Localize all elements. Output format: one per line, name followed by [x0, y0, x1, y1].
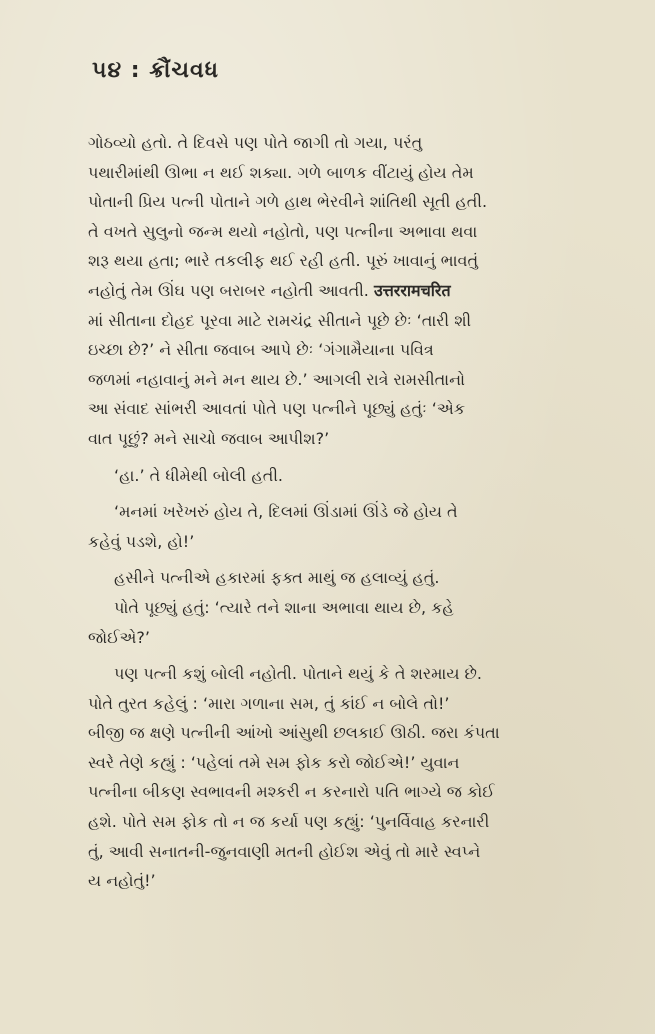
- text-line: હશે. પોતે સમ ફોક તો ન જ કર્યા પણ કહ્યું: ‘પુનર્વિવાહ કરનારી: [88, 812, 490, 832]
- text-line: પોતે તુરત કહેલું : ‘મારા ગળાના સમ, તું કાંઈ ન બોલે તો!’: [88, 693, 450, 713]
- text-line: શરૂ થયા હતા; ભારે તકલીફ થઈ રહી હતી. પૂરું ખાવાનું ભાવતું: [88, 251, 479, 271]
- text-line: ય નહોતું!’: [88, 871, 156, 891]
- text-line: ‘હા.’ તે ધીમેથી બોલી હતી.: [114, 465, 283, 485]
- text-line: ગોઠવ્યો હતો. તે દિવસે પણ પોતે જાગી તો ગયા, પરંતુ: [88, 133, 423, 152]
- text-line: તે વખતે સુલુનો જન્મ થયો નહોતો, પણ પત્નીના અભાવા થવા: [88, 221, 478, 241]
- text-line: જળમાં નહાવાનું મને મન થાય છે.’ આગલી રાત્રે રામસીતાનો: [88, 369, 466, 389]
- text-line: પત્નીના બીકણ સ્વભાવની મશ્કરી ન કરનારો પતિ ભાગ્યે જ કોઈ: [88, 782, 495, 802]
- book-title-highlight: उत्तररामचरित: [373, 280, 451, 300]
- text-line: કહેવું પડશે, હો!’: [88, 531, 195, 551]
- running-head: ૫૪ : ક્રૌંચવધ: [92, 58, 219, 83]
- text-line: ઇચ્છા છે?’ ને સીતા જવાબ આપે છેઃ ‘ગંગામૈયાના પવિત્ર: [88, 340, 434, 360]
- text-line: પણ પત્ની કશું બોલી નહોતી. પોતાને થયું કે તે શરમાય છે.: [114, 664, 482, 684]
- text-line: તું, આવી સનાતની-જુનવાણી મતની હોઈશ એવું તો મારે સ્વપ્ને: [88, 841, 481, 861]
- text-line: માં સીતાના દોહદ પૂરવા માટે રામચંદ્ર સીતાને પૂછે છેઃ ‘તારી શી: [88, 310, 472, 330]
- text-line: સ્વરે તેણે કહ્યું : ‘પહેલાં તમે સમ ફોક કરો જોઈએ!’ યુવાન: [88, 752, 460, 772]
- text-line: હસીને પત્નીએ હકારમાં ફક્ત માથું જ હલાવ્યું હતું.: [114, 568, 440, 588]
- text-line: વાત પૂછું? મને સાચો જવાબ આપીશ?’: [88, 428, 330, 448]
- text-line: [88, 276, 588, 306]
- text-line-segment: નહોતું તેમ ઊંઘ પણ બરાબર નહોતી આવતી.: [88, 280, 369, 300]
- text-line: બીજી જ ક્ષણે પત્નીની આંખો આંસુથી છલકાઈ ઊઠી. જરા કંપતા: [88, 723, 500, 743]
- body-text: [88, 128, 588, 896]
- text-line: પથારીમાંથી ઊભા ન થઈ શક્યા. ગળે બાળક વીંટાયું હોય તેમ: [88, 162, 474, 182]
- text-line: આ સંવાદ સાંભરી આવતાં પોતે પણ પત્નીને પૂછ્યું હતુંઃ ‘એક: [88, 399, 466, 419]
- text-line: જોઈએ?’: [88, 627, 150, 647]
- text-line: ‘મનમાં ખરેખરું હોય તે, દિલમાં ઊંડામાં ઊંડે જે હોય તે: [114, 502, 458, 522]
- text-line: પોતે પૂછ્યું હતું: ‘ત્યારે તને શાના અભાવા થાય છે, કહે: [114, 597, 454, 617]
- text-line: પોતાની પ્રિય પત્ની પોતાને ગળે હાથ ભેરવીને શાંતિથી સૂતી હતી.: [88, 192, 488, 212]
